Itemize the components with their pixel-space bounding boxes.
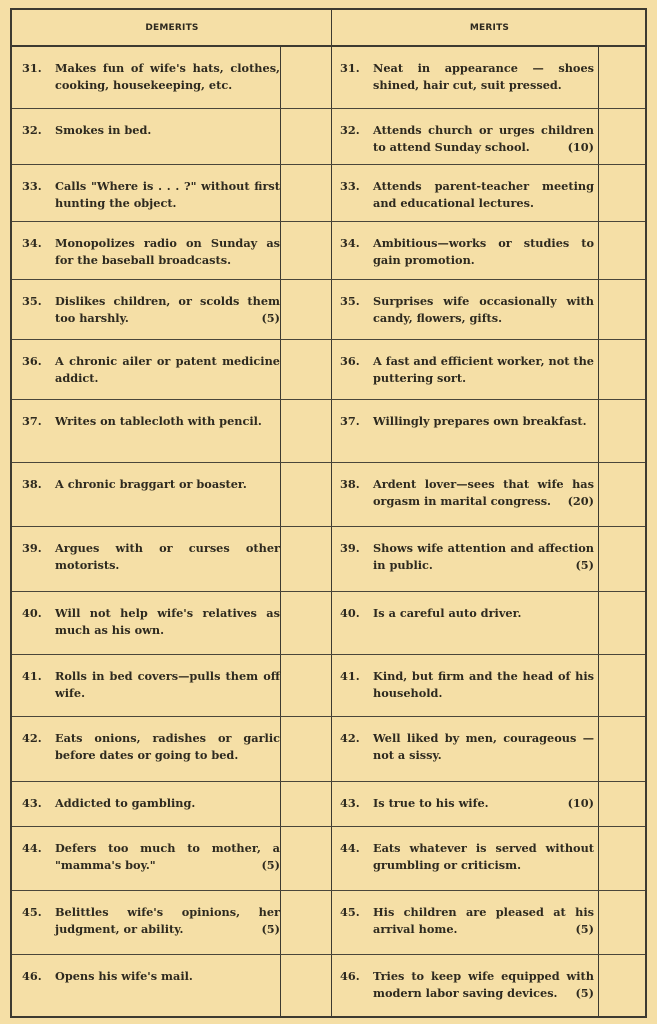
demerit-cell: [22, 165, 280, 221]
scoring-table: [10, 8, 647, 1018]
demerit-number: 36.: [22, 354, 42, 368]
demerit-number: 46.: [22, 969, 42, 983]
merit-text: [373, 60, 594, 94]
merit-cell: [340, 955, 594, 1016]
demerit-points: (5): [261, 922, 280, 936]
merit-points: (5): [575, 986, 594, 1000]
demerit-description: A chronic braggart or boaster.: [55, 477, 247, 491]
merit-cell: [340, 222, 594, 279]
demerit-description: Addicted to gambling.: [55, 796, 196, 810]
table-row: [12, 165, 645, 222]
merit-number: 42.: [340, 731, 360, 745]
merit-description: A fast and efficient worker, not the puttering sort.: [373, 354, 594, 385]
demerit-description: A chronic ailer or patent medicine addict.: [55, 354, 280, 385]
table-row: [12, 47, 645, 109]
merit-text: [373, 730, 594, 764]
merit-number: 31.: [340, 61, 360, 75]
demerit-description: Rolls in bed covers—pulls them off wife.: [55, 669, 280, 700]
demerit-text: [55, 795, 280, 812]
merit-cell: [340, 655, 594, 716]
merit-text: [373, 353, 594, 387]
demerit-description: Argues with or curses other motorists.: [55, 541, 280, 572]
demerit-number: 39.: [22, 541, 42, 555]
merit-number: 41.: [340, 669, 360, 683]
demerit-text: [55, 540, 280, 574]
merit-description: Is a careful auto driver.: [373, 606, 522, 620]
merit-number: 33.: [340, 179, 360, 193]
merit-text: [373, 122, 594, 156]
demerit-description: Will not help wife's relatives as much as his own.: [55, 606, 280, 637]
demerit-cell: [22, 222, 280, 279]
merit-number: 44.: [340, 841, 360, 855]
merit-description: Eats whatever is served without grumbling or criticism.: [373, 841, 594, 872]
table-row: [12, 782, 645, 827]
demerit-text: [55, 605, 280, 639]
demerit-number: 44.: [22, 841, 42, 855]
merit-cell: [340, 827, 594, 890]
table-row: [12, 109, 645, 165]
demerit-cell: [22, 655, 280, 716]
merit-text: [373, 605, 594, 622]
demerit-number: 33.: [22, 179, 42, 193]
demerit-number: 31.: [22, 61, 42, 75]
demerit-text: [55, 235, 280, 269]
merit-number: 38.: [340, 477, 360, 491]
table-row: [12, 655, 645, 717]
table-row: [12, 717, 645, 782]
demerit-points: (5): [261, 311, 280, 325]
merit-description: Ardent lover—sees that wife has orgasm in marital congress.: [373, 477, 594, 508]
demerit-description: Calls "Where is . . . ?" without first hunting the object.: [55, 179, 280, 210]
demerit-description: Defers too much to mother, a "mamma's boy.": [55, 841, 280, 872]
demerit-cell: [22, 955, 280, 1016]
merit-cell: [340, 782, 594, 826]
demerits-heading: DEMERITS: [145, 23, 199, 33]
merit-number: 37.: [340, 414, 360, 428]
table-row: [12, 955, 645, 1016]
merit-number: 40.: [340, 606, 360, 620]
merit-number: 35.: [340, 294, 360, 308]
demerit-number: 32.: [22, 123, 42, 137]
table-row: [12, 222, 645, 280]
demerit-number: 43.: [22, 796, 42, 810]
merit-description: Attends church or urges children to attend Sunday school.: [373, 123, 594, 154]
merit-number: 36.: [340, 354, 360, 368]
demerit-number: 34.: [22, 236, 42, 250]
merit-description: Attends parent-teacher meeting and educational lectures.: [373, 179, 594, 210]
merit-points: (10): [567, 140, 594, 154]
merit-description: Ambitious—works or studies to gain promotion.: [373, 236, 594, 267]
demerit-text: [55, 413, 280, 430]
merit-description: Kind, but firm and the head of his household.: [373, 669, 594, 700]
merit-text: [373, 178, 594, 212]
demerit-description: Makes fun of wife's hats, clothes, cooking, housekeeping, etc.: [55, 61, 280, 92]
table-row: [12, 340, 645, 400]
demerit-cell: [22, 47, 280, 108]
demerit-cell: [22, 891, 280, 954]
merit-cell: [340, 592, 594, 654]
merit-text: [373, 840, 594, 874]
merit-cell: [340, 109, 594, 164]
table-row: [12, 592, 645, 655]
merit-description: Shows wife attention and affection in public.: [373, 541, 594, 572]
merit-cell: [340, 717, 594, 781]
demerit-cell: [22, 109, 280, 164]
demerit-description: Belittles wife's opinions, her judgment, or ability.: [55, 905, 280, 936]
merit-number: 32.: [340, 123, 360, 137]
merit-description: Neat in appearance — shoes shined, hair cut, suit pressed.: [373, 61, 594, 92]
demerit-cell: [22, 463, 280, 526]
table-row: [12, 527, 645, 592]
demerit-cell: [22, 527, 280, 591]
demerit-text: [55, 968, 280, 985]
demerit-description: Writes on tablecloth with pencil.: [55, 414, 262, 428]
merit-description: Well liked by men, courageous —not a sissy.: [373, 731, 594, 762]
demerit-number: 40.: [22, 606, 42, 620]
merit-text: [373, 904, 594, 938]
demerit-cell: [22, 717, 280, 781]
demerit-cell: [22, 400, 280, 462]
merit-points: (5): [575, 922, 594, 936]
demerit-text: [55, 353, 280, 387]
merit-points: (20): [567, 494, 594, 508]
demerit-cell: [22, 340, 280, 399]
merit-description: Tries to keep wife equipped with modern labor saving devices.: [373, 969, 594, 1000]
merit-text: [373, 413, 594, 430]
merit-points: (10): [567, 796, 594, 810]
table-row: [12, 891, 645, 955]
demerit-cell: [22, 592, 280, 654]
demerit-description: Eats onions, radishes or garlic before dates or going to bed.: [55, 731, 280, 762]
demerit-text: [55, 840, 280, 874]
table-header: [12, 10, 645, 47]
merit-text: [373, 293, 594, 327]
demerit-text: [55, 122, 280, 139]
demerit-cell: [22, 280, 280, 339]
merit-cell: [340, 280, 594, 339]
demerit-number: 41.: [22, 669, 42, 683]
demerit-number: 38.: [22, 477, 42, 491]
demerit-description: Smokes in bed.: [55, 123, 152, 137]
merit-number: 46.: [340, 969, 360, 983]
merit-number: 39.: [340, 541, 360, 555]
demerit-number: 37.: [22, 414, 42, 428]
demerit-description: Monopolizes radio on Sunday as for the baseball broadcasts.: [55, 236, 280, 267]
merit-cell: [340, 527, 594, 591]
demerit-points: (5): [261, 858, 280, 872]
merit-points: (5): [575, 558, 594, 572]
merits-heading: MERITS: [469, 23, 510, 33]
demerit-text: [55, 730, 280, 764]
merit-cell: [340, 400, 594, 462]
demerit-text: [55, 668, 280, 702]
demerit-number: 35.: [22, 294, 42, 308]
merit-cell: [340, 463, 594, 526]
table-row: [12, 280, 645, 340]
merit-number: 43.: [340, 796, 360, 810]
table-row: [12, 463, 645, 527]
merit-text: [373, 968, 594, 1002]
merit-cell: [340, 891, 594, 954]
demerit-number: 45.: [22, 905, 42, 919]
demerit-description: Opens his wife's mail.: [55, 969, 193, 983]
demerit-text: [55, 60, 280, 94]
merit-text: [373, 795, 594, 812]
demerit-text: [55, 904, 280, 938]
table-row: [12, 827, 645, 891]
merit-number: 34.: [340, 236, 360, 250]
demerit-text: [55, 293, 280, 327]
demerit-text: [55, 476, 280, 493]
merit-description: Willingly prepares own breakfast.: [373, 414, 587, 428]
merit-text: [373, 540, 594, 574]
demerit-cell: [22, 782, 280, 826]
merit-description: Surprises wife occasionally with candy, flowers, gifts.: [373, 294, 594, 325]
merit-cell: [340, 340, 594, 399]
demerit-text: [55, 178, 280, 212]
demerit-cell: [22, 827, 280, 890]
merit-text: [373, 476, 594, 510]
table-row: [12, 400, 645, 463]
merit-text: [373, 235, 594, 269]
demerit-number: 42.: [22, 731, 42, 745]
merit-cell: [340, 165, 594, 221]
merit-text: [373, 668, 594, 702]
merit-description: His children are pleased at his arrival home.: [373, 905, 594, 936]
demerit-description: Dislikes children, or scolds them too harshly.: [55, 294, 280, 325]
merit-description: Is true to his wife.: [373, 796, 489, 810]
merit-cell: [340, 47, 594, 108]
merit-number: 45.: [340, 905, 360, 919]
